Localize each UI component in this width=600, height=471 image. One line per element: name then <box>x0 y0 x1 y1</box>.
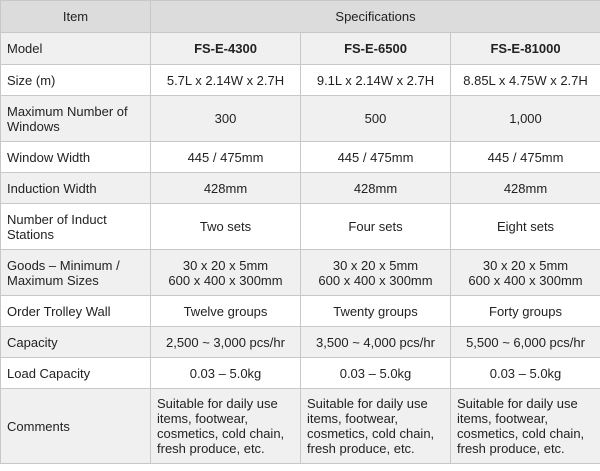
value-cell: 1,000 <box>451 96 600 142</box>
row-label: Goods – Minimum / Maximum Sizes <box>1 250 151 296</box>
row-label: Induction Width <box>1 173 151 204</box>
comment-cell: Suitable for daily use items, footwear, cosmetics, cold chain, fresh produce, etc. <box>301 389 451 464</box>
value-cell: Two sets <box>151 204 301 250</box>
row-label: Load Capacity <box>1 358 151 389</box>
value-cell: 445 / 475mm <box>151 142 301 173</box>
value-cell: 5,500 ~ 6,000 pcs/hr <box>451 327 600 358</box>
table-row <box>1 358 600 389</box>
comment-cell: Suitable for daily use items, footwear, cosmetics, cold chain, fresh produce, etc. <box>451 389 600 464</box>
value-cell: 30 x 20 x 5mm 600 x 400 x 300mm <box>301 250 451 296</box>
row-label: Size (m) <box>1 65 151 96</box>
value-cell: 445 / 475mm <box>451 142 600 173</box>
table-row <box>1 65 600 96</box>
model-cell: FS-E-81000 <box>451 33 600 65</box>
value-cell: 300 <box>151 96 301 142</box>
value-cell: 3,500 ~ 4,000 pcs/hr <box>301 327 451 358</box>
header-specifications: Specifications <box>151 1 600 33</box>
value-cell: 0.03 – 5.0kg <box>301 358 451 389</box>
value-cell: 30 x 20 x 5mm 600 x 400 x 300mm <box>151 250 301 296</box>
value-cell: 445 / 475mm <box>301 142 451 173</box>
value-cell: 5.7L x 2.14W x 2.7H <box>151 65 301 96</box>
value-cell: 9.1L x 2.14W x 2.7H <box>301 65 451 96</box>
header-row <box>1 1 600 33</box>
model-cell: FS-E-6500 <box>301 33 451 65</box>
value-cell: 2,500 ~ 3,000 pcs/hr <box>151 327 301 358</box>
table-row <box>1 142 600 173</box>
row-label: Window Width <box>1 142 151 173</box>
table-row <box>1 327 600 358</box>
table-row <box>1 296 600 327</box>
table-row <box>1 250 600 296</box>
value-cell: 500 <box>301 96 451 142</box>
table-row <box>1 389 600 464</box>
table-row <box>1 96 600 142</box>
row-label: Model <box>1 33 151 65</box>
row-label: Capacity <box>1 327 151 358</box>
row-label: Number of Induct Stations <box>1 204 151 250</box>
value-cell: Forty groups <box>451 296 600 327</box>
row-label: Order Trolley Wall <box>1 296 151 327</box>
value-cell: 30 x 20 x 5mm 600 x 400 x 300mm <box>451 250 600 296</box>
row-label: Maximum Number of Windows <box>1 96 151 142</box>
value-cell: Twelve groups <box>151 296 301 327</box>
value-cell: Four sets <box>301 204 451 250</box>
table-row <box>1 204 600 250</box>
value-cell: 8.85L x 4.75W x 2.7H <box>451 65 600 96</box>
header-item: Item <box>1 1 151 33</box>
table-row <box>1 33 600 65</box>
model-cell: FS-E-4300 <box>151 33 301 65</box>
value-cell: 428mm <box>301 173 451 204</box>
value-cell: 428mm <box>151 173 301 204</box>
value-cell: Eight sets <box>451 204 600 250</box>
value-cell: 0.03 – 5.0kg <box>451 358 600 389</box>
table-row <box>1 173 600 204</box>
value-cell: Twenty groups <box>301 296 451 327</box>
comment-cell: Suitable for daily use items, footwear, cosmetics, cold chain, fresh produce, etc. <box>151 389 301 464</box>
value-cell: 428mm <box>451 173 600 204</box>
value-cell: 0.03 – 5.0kg <box>151 358 301 389</box>
row-label: Comments <box>1 389 151 464</box>
